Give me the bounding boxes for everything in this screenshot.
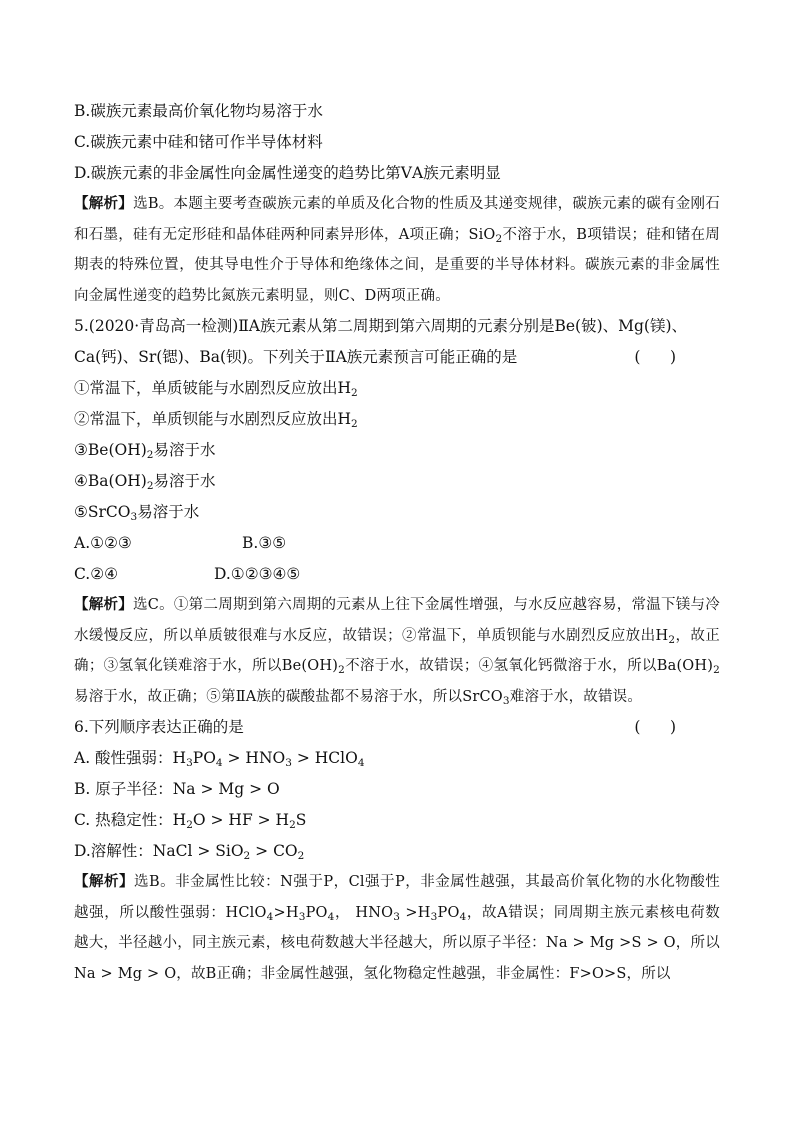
- q5-analysis-text: ，故正确；③氢氧化镁难溶于水，所以Be(OH): [74, 627, 720, 674]
- answer-blank: ( ): [634, 718, 676, 736]
- q5-statement-4: [74, 466, 720, 497]
- q4-analysis-text: 选B。本题主要考查碳族元素的单质及化合物的性质及其递变规律，碳族元素的碳有金刚石和石墨，硅有无定形硅和晶体硅两种同素异形体，A项正确；SiO: [74, 196, 720, 243]
- subscript: 2: [146, 449, 154, 461]
- q6-analysis-text: PO: [305, 904, 328, 921]
- q5-options-row1: [74, 528, 720, 559]
- statement-text: ③Be(OH): [74, 441, 147, 459]
- statement-text: ②常温下，单质钡能与水剧烈反应放出H: [74, 410, 352, 428]
- subscript: 3: [502, 694, 510, 707]
- q4-analysis-text: 不溶于水，B项错误；硅和锗在周期表的特殊位置，使其导电性介于导体和绝缘体之间，是重要的半导体材料。碳族元素的非金属性向金属性递变的趋势比氮族元素明显，则C、D两项正确。: [74, 226, 720, 304]
- subscript: 4: [266, 910, 274, 923]
- q6-option-a: [74, 743, 720, 774]
- subscript: 3: [393, 910, 401, 923]
- q5-analysis: [74, 590, 720, 712]
- statement-text: ⑤SrCO: [74, 503, 131, 521]
- q6-option-b: B. 原子半径：Na > Mg > O: [74, 780, 280, 798]
- subscript: 4: [215, 757, 223, 769]
- subscript: 2: [668, 633, 676, 646]
- q5-statement-2: [74, 404, 720, 435]
- option-text: > HClO: [291, 749, 358, 767]
- q5-analysis-text: 难溶于水，故错误。: [509, 688, 643, 705]
- q5-stem-line2: [74, 342, 720, 373]
- statement-text: 易溶于水: [153, 441, 216, 459]
- q5-option-b: B.③⑤: [242, 534, 287, 552]
- analysis-label: 【解析】: [74, 596, 134, 613]
- q5-statement-1: [74, 373, 720, 404]
- q6-analysis-text: >H: [400, 904, 431, 921]
- subscript: 2: [289, 819, 296, 831]
- q6-stem-text: 6.下列顺序表达正确的是: [74, 718, 244, 736]
- subscript: 3: [285, 757, 292, 769]
- option-text: C. 热稳定性：H: [74, 811, 187, 829]
- subscript: 2: [351, 418, 358, 430]
- q6-analysis-text: ， HNO: [334, 904, 394, 921]
- analysis-label: 【解析】: [74, 873, 134, 890]
- q5-statement-3: [74, 435, 720, 466]
- q6-analysis-text: 选B。非金属性比较：N强于P，Cl强于P，非金属性越强，其最高价氧化物的水化物酸性越强，所以酸性强弱：HClO: [74, 874, 720, 921]
- q4-analysis: [74, 189, 720, 311]
- q5-analysis-text: 不溶于水，故错误；④氢氧化钙微溶于水，所以Ba(OH): [344, 658, 714, 674]
- option-text: > CO: [250, 842, 298, 860]
- analysis-label: 【解析】: [74, 195, 134, 212]
- q6-analysis-text: >H: [273, 904, 299, 921]
- subscript: 3: [430, 910, 438, 923]
- statement-text: ①常温下，单质铍能与水剧烈反应放出H: [74, 379, 352, 397]
- subscript: 4: [327, 910, 335, 923]
- option-text: D.溶解性：NaCl > SiO: [74, 842, 244, 860]
- subscript: 3: [186, 757, 193, 769]
- statement-text: ④Ba(OH): [74, 472, 147, 490]
- q6-stem: [74, 712, 720, 743]
- q5-stem-line1: 5.(2020·青岛高一检测)ⅡA族元素从第二周期到第六周期的元素分别是Be(铍)、Mg(镁)、: [74, 317, 688, 335]
- q6-option-c: [74, 805, 720, 836]
- q5-stem-text: Ca(钙)、Sr(锶)、Ba(钡)。下列关于ⅡA族元素预言可能正确的是: [74, 348, 518, 366]
- document-page: [74, 96, 720, 989]
- q5-option-a: A.①②③: [74, 534, 132, 552]
- option-text: O > HF > H: [192, 811, 290, 829]
- q5-option-c: C.②④: [74, 565, 119, 583]
- q6-analysis-text: ，故A错误；同周期主族元素核电荷数越大，半径越小，同主族元素，核电荷数越大半径越大，所以原子半径：Na > Mg >S > O，所以Na > Mg > O，故B正确；非金属性越强，氢化物稳定性越强，非金属性：F>O>S，所以: [74, 904, 720, 982]
- answer-blank: ( ): [634, 348, 676, 366]
- q6-analysis: [74, 867, 720, 989]
- subscript: 2: [713, 664, 720, 676]
- q5-option-d: D.①②③④⑤: [214, 565, 301, 583]
- subscript: 2: [146, 480, 154, 492]
- q6-option-d: [74, 836, 720, 867]
- q4-option-c: C.碳族元素中硅和锗可作半导体材料: [74, 133, 323, 151]
- statement-text: 易溶于水: [137, 503, 200, 521]
- q6-analysis-text: PO: [437, 904, 460, 921]
- subscript: 2: [338, 664, 345, 676]
- subscript: 4: [357, 757, 365, 769]
- statement-text: 易溶于水: [153, 472, 216, 490]
- q4-option-b: B.碳族元素最高价氧化物均易溶于水: [74, 102, 323, 120]
- subscript: 3: [298, 910, 306, 923]
- q5-options-row2: [74, 559, 720, 590]
- q5-statement-5: [74, 497, 720, 528]
- subscript: 2: [495, 232, 503, 245]
- q4-option-d: D.碳族元素的非金属性向金属性递变的趋势比第ⅤA族元素明显: [74, 164, 501, 182]
- subscript: 4: [459, 910, 467, 923]
- subscript: 3: [130, 511, 138, 523]
- option-text: > HNO: [222, 749, 286, 767]
- q5-analysis-text: 选C。①第二周期到第六周期的元素从上往下金属性增强，与水反应越容易，常温下镁与冷水缓慢反应，所以单质铍很难与水反应，故错误；②常温下，单质钡能与水剧烈反应放出H: [74, 597, 720, 644]
- q5-analysis-text: 易溶于水，故正确；⑤第ⅡA族的碳酸盐都不易溶于水，所以SrCO: [74, 688, 503, 705]
- subscript: 2: [186, 819, 193, 831]
- subscript: 2: [243, 850, 251, 862]
- subscript: 2: [297, 850, 305, 862]
- option-text: A. 酸性强弱：H: [74, 749, 187, 767]
- subscript: 2: [351, 387, 358, 399]
- option-text: PO: [192, 749, 216, 767]
- option-text: S: [295, 811, 307, 829]
